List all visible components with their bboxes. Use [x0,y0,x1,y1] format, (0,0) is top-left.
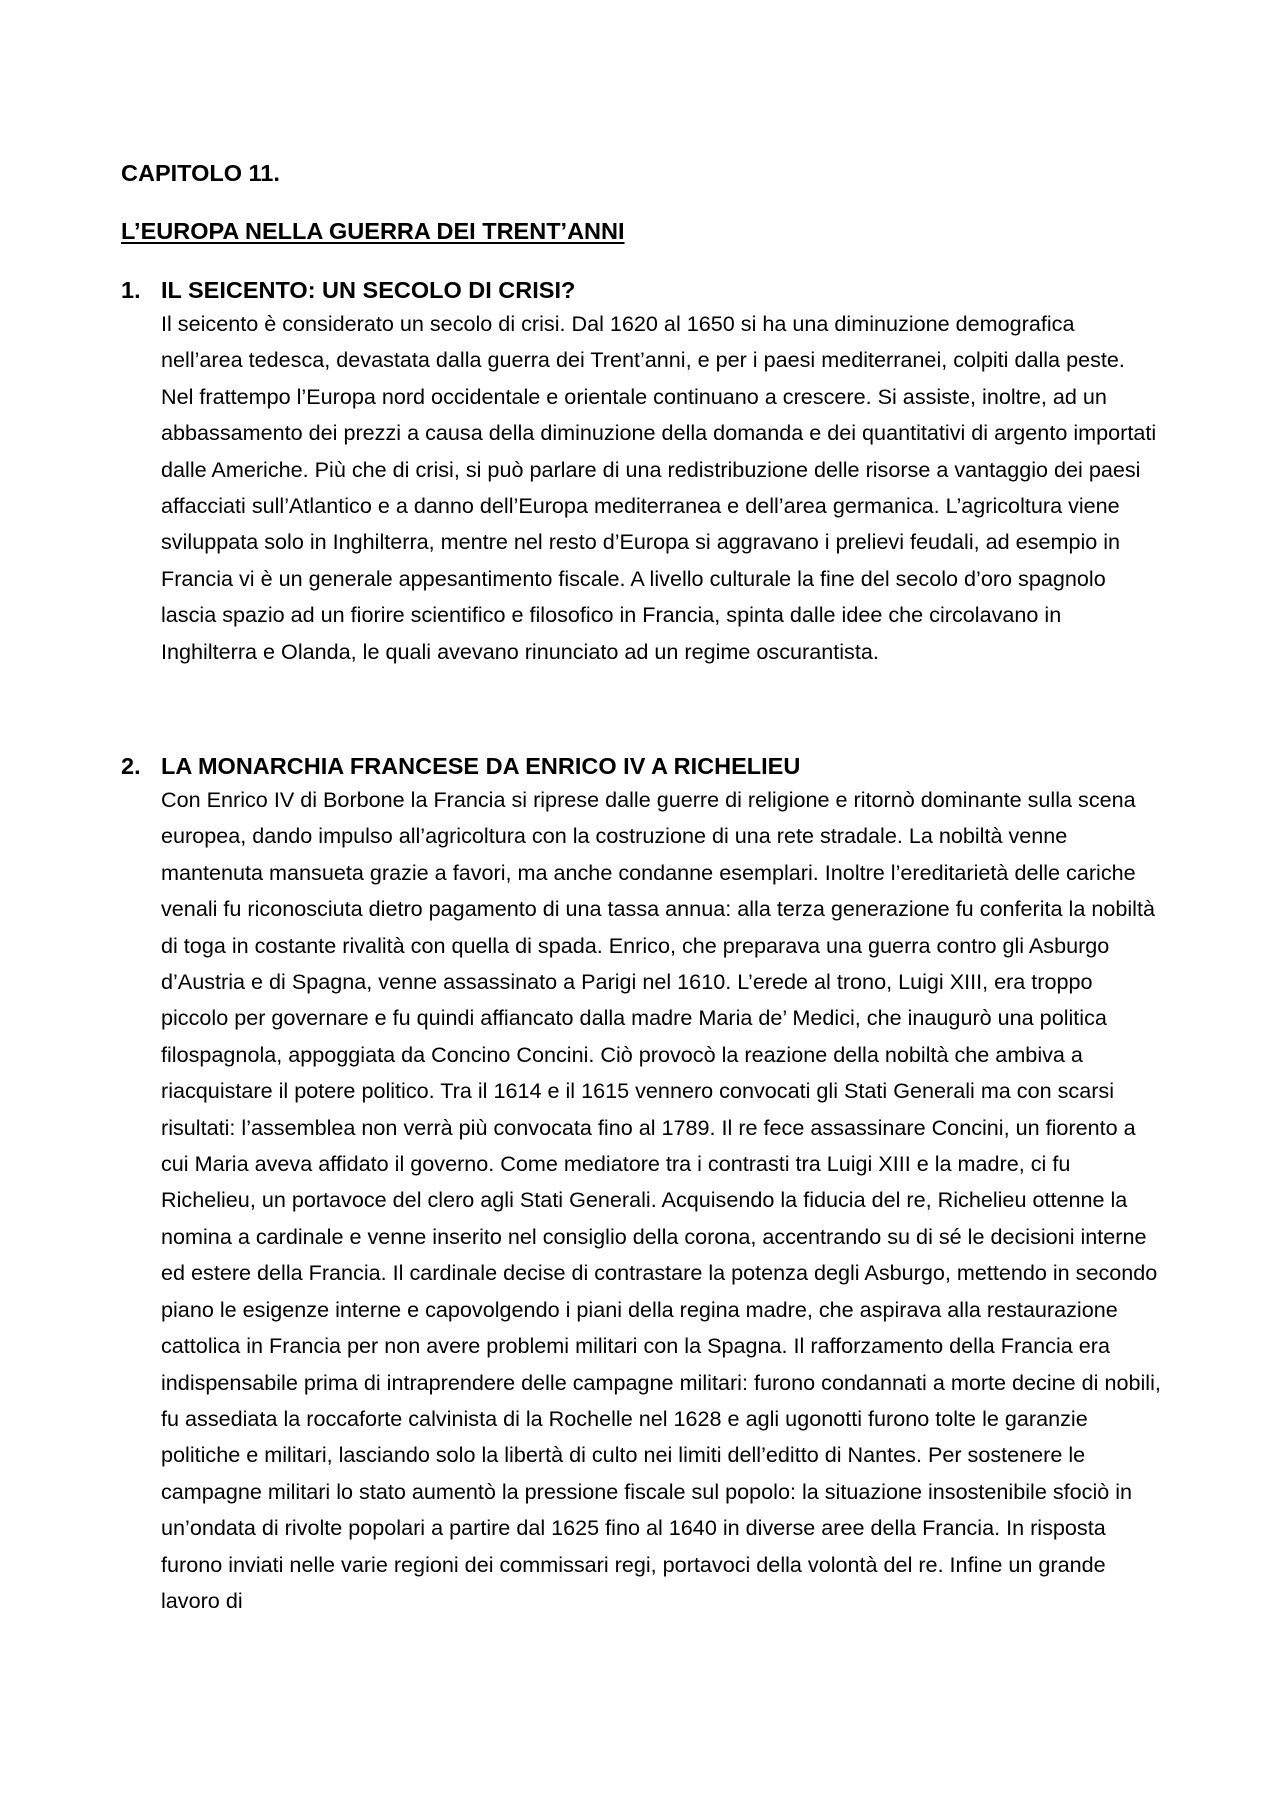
chapter-title: L’EUROPA NELLA GUERRA DEI TRENT’ANNI [121,218,625,244]
section-paragraph: Con Enrico IV di Borbone la Francia si riprese dalle guerre di religione e ritornò dominante sulla scena europea, dando impulso all’agricoltura con la costruzione di una rete stradale. La nobiltà venne mantenuta mansueta grazie a favori, ma anche condanne esemplari. Inoltre l’ereditarietà delle cariche venali fu riconosciuta dietro pagamento di una tassa annua: alla terza generazione fu conferita la nobiltà di toga in costante rivalità con quella di spada. Enrico, che preparava una guerra contro gli Asburgo d’Austria e di Spagna, venne assassinato a Parigi nel 1610. L’erede al trono, Luigi XIII, era troppo piccolo per governare e fu quindi affiancato dalla madre Maria de’ Medici, che inaugurò una politica filospagnola, appoggiata da Concino Concini. Ciò provocò la reazione della nobiltà che ambiva a riacquistare il potere politico. Tra il 1614 e il 1615 vennero convocati gli Stati Generali ma con scarsi risultati: l’assemblea non verrà più convocata fino al 1789. Il re fece assassinare Concini, un fiorento a cui Maria aveva affidato il governo. Come mediatore tra i contrasti tra Luigi XIII e la madre, ci fu Richelieu, un portavoce del clero agli Stati Generali. Acquisendo la fiducia del re, Richelieu ottenne la nomina a cardinale e venne inserito nel consiglio della corona, accentrando su di sé le decisioni interne ed estere della Francia. Il cardinale decise di contrastare la potenza degli Asburgo, mettendo in secondo piano le esigenze interne e capovolgendo i piani della regina madre, che aspirava alla restaurazione cattolica in Francia per non avere problemi militari con la Spagna. Il rafforzamento della Francia era indispensabile prima di intraprendere delle campagne militari: furono condannati a morte decine di nobili, fu assediata la roccaforte calvinista di la Rochelle nel 1628 e agli ugonotti furono tolte le garanzie politiche e militari, lasciando solo la libertà di culto nei limiti dell’editto di Nantes. Per sostenere le campagne militari lo stato aumentò la pressione fiscale sul popolo: la situazione insostenibile sfociò in un’ondata di rivolte popolari a partire dal 1625 fino al 1640 in diverse aree della Francia. In risposta furono inviati nelle varie regioni dei commissari regi, portavoci della volontà del re. Infine un grande lavoro di [161,787,1161,1613]
section-heading [121,750,1161,782]
section-2 [121,750,1161,1619]
section-1 [121,274,1161,670]
section-number: 2. [121,753,141,779]
section-paragraph: Il seicento è considerato un secolo di crisi. Dal 1620 al 1650 si ha una diminuzione demografica nell’area tedesca, devastata dalla guerra dei Trent’anni, e per i paesi mediterranei, colpiti dalla peste. Nel frattempo l’Europa nord occidentale e orientale continuano a crescere. Si assiste, inoltre, ad un abbassamento dei prezzi a causa della diminuzione della domanda e dei quantitativi di argento importati dalle Americhe. Più che di crisi, si può parlare di una redistribuzione delle risorse a vantaggio dei paesi affacciati sull’Atlantico e a danno dell’Europa mediterranea e dell’area germanica. L’agricoltura viene sviluppata solo in Inghilterra, mentre nel resto d’Europa si aggravano i prelievi feudali, ad esempio in Francia vi è un generale appesantimento fiscale. A livello culturale la fine del secolo d’oro spagnolo lascia spazio ad un fiorire scientifico e filosofico in Francia, spinta dalle idee che circolavano in Inghilterra e Olanda, le quali avevano rinunciato ad un regime oscurantista. [161,311,1157,664]
section-heading [121,274,1161,306]
chapter-label: CAPITOLO 11. [121,160,280,186]
section-title: LA MONARCHIA FRANCESE DA ENRICO IV A RICHELIEU [161,753,801,779]
section-title: IL SEICENTO: UN SECOLO DI CRISI? [161,277,576,303]
section-number: 1. [121,277,141,303]
